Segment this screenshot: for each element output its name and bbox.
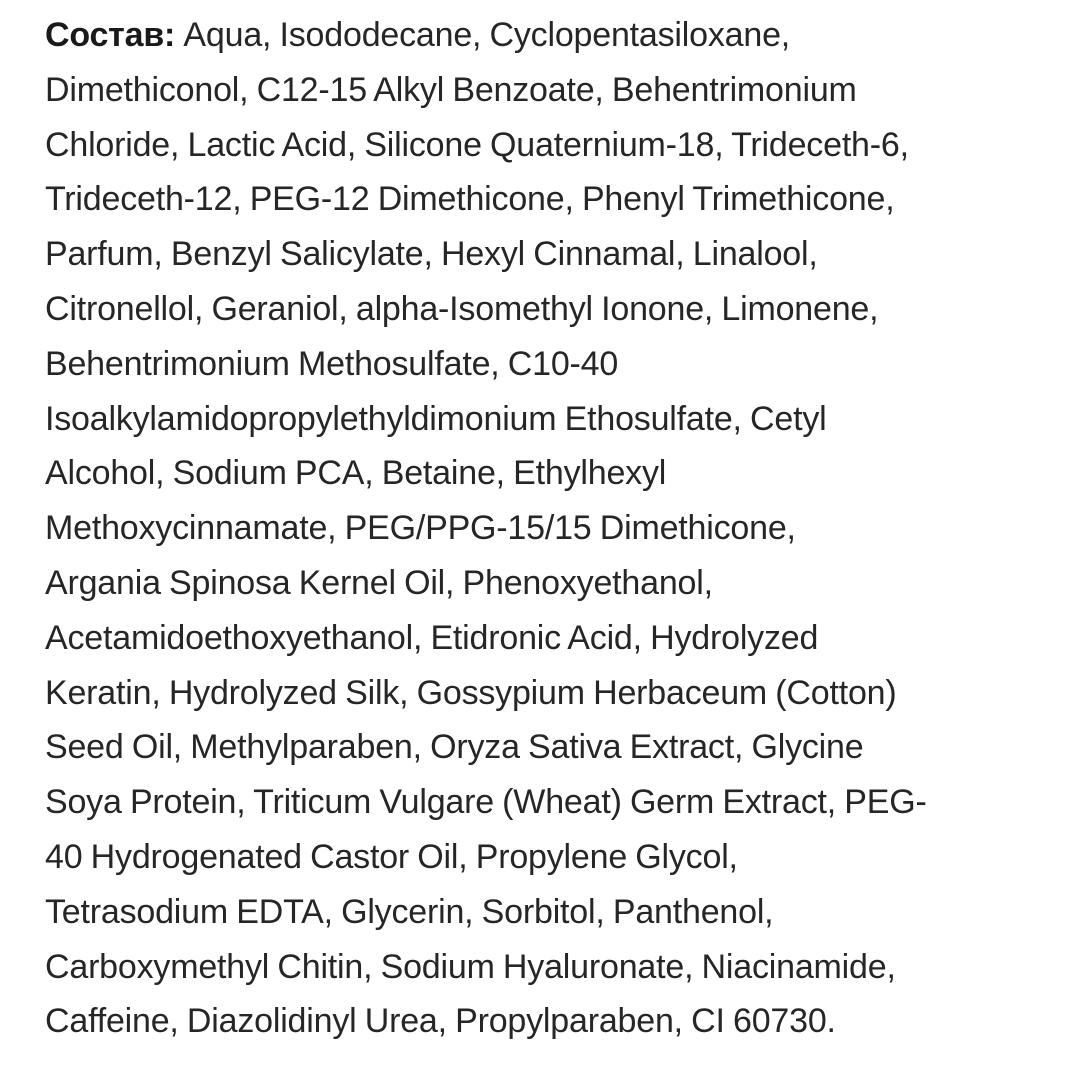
ingredients-line	[45, 8, 1065, 63]
ingredients-line: Seed Oil, Methylparaben, Oryza Sativa Extract, Glycine	[45, 728, 864, 767]
ingredients-line: Parfum, Benzyl Salicylate, Hexyl Cinnamal, Linalool,	[45, 235, 818, 274]
ingredients-line: Alcohol, Sodium PCA, Betaine, Ethylhexyl	[45, 454, 667, 493]
ingredients-line: Chloride, Lactic Acid, Silicone Quaternium-18, Trideceth-6,	[45, 125, 909, 164]
composition-label: Состав:	[45, 16, 176, 54]
ingredients-line: Behentrimonium Methosulfate, C10-40	[45, 344, 619, 383]
ingredients-line: Argania Spinosa Kernel Oil, Phenoxyethanol,	[45, 563, 713, 602]
ingredients-line-text: Aqua, Isododecane, Cyclopentasiloxane,	[175, 16, 791, 54]
ingredients-line: Citronellol, Geraniol, alpha-Isomethyl Ionone, Limonene,	[45, 289, 879, 328]
ingredients-line: Acetamidoethoxyethanol, Etidronic Acid, Hydrolyzed	[45, 618, 819, 657]
ingredients-line: Caffeine, Diazolidinyl Urea, Propylparaben, CI 60730.	[45, 1002, 836, 1041]
ingredients-text	[45, 8, 1065, 1049]
ingredients-line: Dimethiconol, C12-15 Alkyl Benzoate, Behentrimonium	[45, 70, 857, 109]
ingredients-line: Isoalkylamidopropylethyldimonium Ethosulfate, Cetyl	[45, 399, 827, 438]
ingredients-line: 40 Hydrogenated Castor Oil, Propylene Glycol,	[45, 837, 738, 876]
ingredients-line: Keratin, Hydrolyzed Silk, Gossypium Herbaceum (Cotton)	[45, 673, 897, 712]
ingredients-line: Carboxymethyl Chitin, Sodium Hyaluronate, Niacinamide,	[45, 947, 896, 986]
ingredients-line: Trideceth-12, PEG-12 Dimethicone, Phenyl Trimethicone,	[45, 180, 895, 219]
ingredients-line: Tetrasodium EDTA, Glycerin, Sorbitol, Panthenol,	[45, 892, 774, 931]
ingredients-line: Methoxycinnamate, PEG/PPG-15/15 Dimethicone,	[45, 509, 796, 548]
ingredients-line: Soya Protein, Triticum Vulgare (Wheat) Germ Extract, PEG-	[45, 783, 927, 822]
